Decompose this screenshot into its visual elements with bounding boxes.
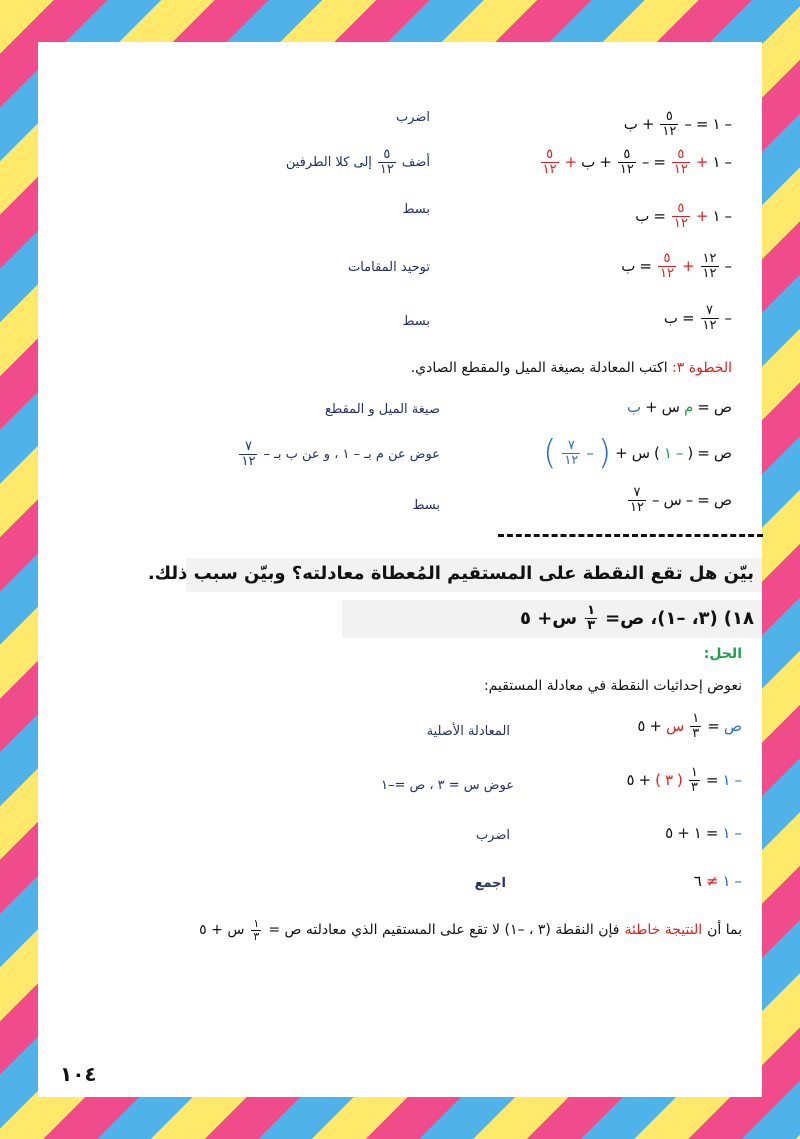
eq-a2 [539, 148, 732, 176]
sym: ٥ [626, 771, 635, 790]
sym: – [734, 771, 742, 790]
sym: ب [663, 309, 678, 328]
note-b2 [237, 440, 440, 468]
sym: ص [713, 491, 732, 510]
conclusion-text: س + ٥ [199, 922, 245, 939]
step3-heading [411, 360, 732, 376]
sym: + [649, 717, 662, 736]
sym: = [695, 115, 709, 134]
page [38, 42, 762, 1097]
sym: ( [597, 433, 612, 473]
eq-a1 [624, 110, 732, 138]
sym: ١ [722, 771, 731, 790]
sym: ص [713, 398, 732, 416]
note-text: إلى كلا الطرفين [285, 154, 372, 170]
fraction: $\frac{١}{٣}$ [587, 603, 596, 633]
conclusion-highlight: النتيجة خاطئة [624, 922, 703, 939]
sym: = [705, 824, 719, 842]
sym: + [677, 824, 690, 842]
sym: – [641, 153, 650, 172]
sym: – [586, 444, 594, 462]
sym: م [683, 398, 694, 416]
sym: ) [543, 433, 557, 473]
note-text: عوض عن م بـ – ١ ، و عن ب بـ – [263, 446, 440, 462]
sym: س [631, 444, 650, 462]
sym: – [651, 491, 660, 510]
eq-c3 [665, 824, 742, 842]
sym: – [685, 491, 694, 510]
sym: = [697, 491, 710, 510]
sym: = [653, 207, 666, 226]
problem-line [520, 604, 754, 632]
eq-c2 [626, 766, 742, 794]
sym: – [724, 153, 732, 172]
sym: – [724, 207, 732, 226]
eq-a4 [621, 252, 732, 280]
sym: ) [654, 444, 660, 462]
sym: ٥ [637, 717, 646, 736]
sym: + [564, 153, 578, 172]
sym: + [615, 444, 628, 462]
problem-number: ١٨) [723, 607, 754, 629]
solution-label: الحل: [703, 646, 742, 662]
sym: ب [626, 398, 642, 416]
eq-b2 [543, 430, 732, 476]
fraction: $\frac{٥}{١٢}$ [619, 147, 634, 177]
sym: ١ [712, 115, 721, 134]
note-a3: بسط [402, 202, 430, 217]
intro: نعوض إحداثيات النقطة في معادلة المستقيم: [483, 678, 742, 694]
sym: – [724, 309, 732, 328]
sym: ) [655, 771, 661, 790]
sym: = [639, 257, 652, 276]
sym: ١ [712, 153, 721, 172]
eq-a3 [635, 202, 732, 230]
sym: – [734, 824, 742, 842]
sym: ١ [722, 872, 731, 890]
eq-b3 [626, 486, 732, 514]
sym: + [638, 771, 652, 790]
note-a4: توحيد المقامات [347, 260, 430, 275]
sym: – [684, 115, 692, 134]
sym: – [724, 257, 732, 276]
eq-b1 [627, 398, 732, 416]
fraction: $\frac{١}{٣}$ [690, 765, 698, 795]
sym: + [681, 257, 695, 276]
sym: ب [623, 115, 638, 134]
eq-c4 [694, 872, 742, 890]
sym: ب [581, 153, 596, 172]
sym: س [665, 717, 685, 736]
note-b3: بسط [412, 498, 440, 513]
note-c1: المعادلة الأصلية [426, 724, 510, 739]
note-a5: بسط [402, 314, 430, 329]
conclusion-text: فإن النقطة (٣ ، –١) لا تقع على المستقيم الذي معادلته ص = [268, 922, 620, 939]
fraction: $\frac{٥}{١٢}$ [379, 147, 394, 177]
eq-c1 [637, 712, 742, 740]
sym: ص [723, 717, 742, 736]
sym: – [675, 444, 684, 462]
fraction: $\frac{٥}{١٢}$ [542, 147, 557, 177]
note-c4: اجمع [474, 876, 506, 891]
fraction: $\frac{٧}{١٢}$ [241, 439, 256, 469]
note-a2 [286, 148, 430, 176]
sym: + [641, 115, 655, 134]
page-number: ١٠٤ [60, 1062, 97, 1086]
sym: ١ [722, 824, 731, 842]
fraction: $\frac{١}{٣}$ [692, 711, 700, 741]
sym: ٣ [664, 771, 674, 790]
sym: = [697, 444, 710, 462]
conclusion-text: بما أن [707, 922, 742, 939]
note-a1: اضرب [395, 110, 430, 125]
sym: = [697, 398, 710, 416]
sym: ب [621, 257, 636, 276]
fraction: $\frac{١٢}{١٢}$ [702, 251, 717, 281]
sym: = [653, 153, 666, 172]
step3-text: اكتب المعادلة بصيغة الميل والمقطع الصادي. [410, 360, 668, 376]
divider [498, 534, 763, 537]
fraction: $\frac{٥}{١٢}$ [662, 109, 677, 139]
sym: ( [677, 771, 683, 790]
note-b1: صيغة الميل و المقطع [325, 402, 440, 417]
sym: = [705, 771, 719, 790]
fraction: $\frac{٧}{١٢}$ [564, 437, 579, 468]
step3-label: الخطوة ٣: [672, 360, 732, 376]
sym: س [661, 398, 680, 416]
fraction: $\frac{٧}{١٢}$ [630, 485, 644, 515]
question: بيّن هل تقع النقطة على المستقيم المُعطاة معادلته؟ وبيّن سبب ذلك. [147, 563, 754, 584]
sym: ≠ [705, 872, 719, 890]
note-c2: عوض س = ٣ ، ص =–١ [380, 778, 514, 793]
eq-a5 [664, 304, 732, 332]
problem-eq: ص= [605, 607, 645, 629]
sym: + [599, 153, 612, 172]
fraction: $\frac{١}{٣}$ [253, 917, 260, 943]
sym: + [645, 398, 658, 416]
sym: = [681, 309, 695, 328]
sym: = [707, 717, 720, 736]
fraction: $\frac{٥}{١٢}$ [673, 147, 688, 177]
fraction: $\frac{٥}{١٢}$ [673, 201, 688, 231]
sym: ٦ [693, 872, 702, 890]
sym: ٥ [665, 824, 674, 842]
sym: + [695, 153, 709, 172]
fraction: $\frac{٥}{١٢}$ [659, 251, 674, 281]
sym: + [695, 207, 709, 226]
sym: – [734, 872, 742, 890]
problem-eq: س+ ٥ [519, 607, 578, 629]
sym: ب [635, 207, 650, 226]
sym: – [724, 115, 732, 134]
note-c3: اضرب [475, 828, 510, 843]
sym: ١ [712, 207, 721, 226]
conclusion [199, 918, 742, 942]
problem-point: (٣، –١)، [650, 607, 718, 629]
sym: ص [713, 444, 732, 462]
note-text: أضف [401, 154, 430, 170]
sym: ١ [663, 444, 672, 462]
sym: ( [687, 444, 694, 462]
fraction: $\frac{٧}{١٢}$ [702, 303, 717, 333]
sym: ١ [693, 824, 702, 842]
sym: س [663, 491, 682, 510]
